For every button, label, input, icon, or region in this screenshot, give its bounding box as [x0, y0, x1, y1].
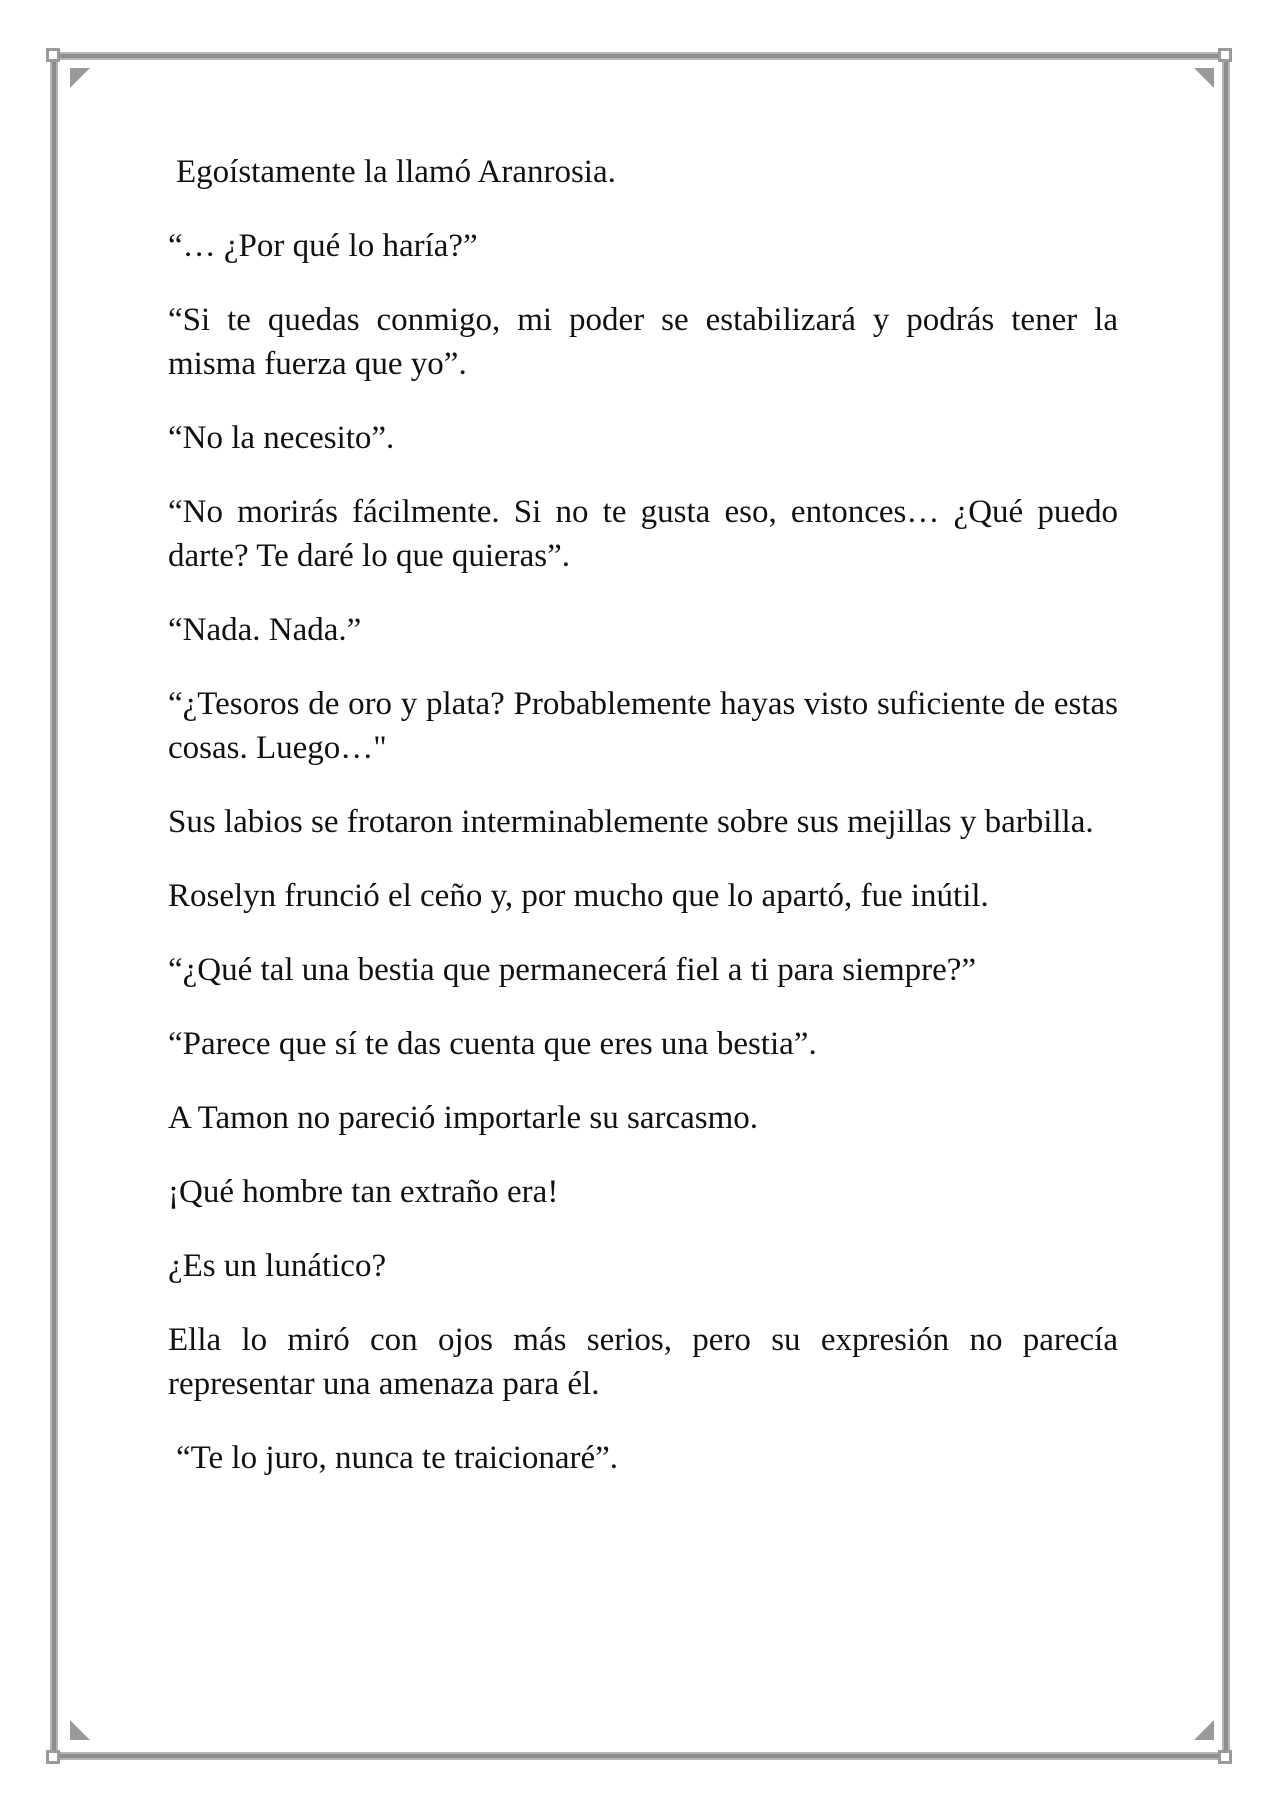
paragraph: Roselyn frunció el ceño y, por mucho que lo apartó, fue inútil.	[168, 878, 989, 914]
frame-corner-top-right	[1218, 48, 1232, 62]
paragraph: Egoístamente la llamó Aranrosia.	[176, 154, 616, 190]
paragraph: ¡Qué hombre tan extraño era!	[168, 1174, 559, 1210]
paragraph: Ella lo miró con ojos más serios, pero su expresión no parecía representar una amenaza para él.	[168, 1322, 1118, 1402]
frame-ornament-bottom-right	[1194, 1720, 1214, 1740]
frame-corner-top-left	[46, 48, 60, 62]
frame-border-bottom	[56, 1752, 1226, 1760]
paragraph: “¿Qué tal una bestia que permanecerá fiel a ti para siempre?”	[168, 952, 977, 988]
frame-ornament-bottom-left	[70, 1720, 90, 1740]
paragraph: “Nada. Nada.”	[168, 612, 362, 648]
paragraph: “No morirás fácilmente. Si no te gusta eso, entonces… ¿Qué puedo darte? Te daré lo que quieras”.	[168, 494, 1118, 574]
paragraph: Sus labios se frotaron interminablemente sobre sus mejillas y barbilla.	[168, 804, 1094, 840]
paragraph: “¿Tesoros de oro y plata? Probablemente hayas visto suficiente de estas cosas. Luego…"	[168, 686, 1118, 766]
paragraph: “Si te quedas conmigo, mi poder se estabilizará y podrás tener la misma fuerza que yo”.	[168, 302, 1118, 382]
frame-ornament-top-left	[70, 68, 90, 88]
paragraph: “Parece que sí te das cuenta que eres una bestia”.	[168, 1026, 817, 1062]
page-body	[168, 150, 1118, 1510]
frame-border-right	[1222, 56, 1230, 1756]
frame-border-top	[56, 52, 1226, 60]
frame-corner-bottom-right	[1218, 1750, 1232, 1764]
frame-ornament-top-right	[1194, 68, 1214, 88]
frame-corner-bottom-left	[46, 1750, 60, 1764]
paragraph: “Te lo juro, nunca te traicionaré”.	[176, 1440, 619, 1476]
paragraph: “… ¿Por qué lo haría?”	[168, 228, 478, 264]
frame-border-left	[50, 56, 58, 1756]
paragraph: ¿Es un lunático?	[168, 1248, 387, 1284]
paragraph: A Tamon no pareció importarle su sarcasmo.	[168, 1100, 759, 1136]
paragraph: “No la necesito”.	[168, 420, 395, 456]
